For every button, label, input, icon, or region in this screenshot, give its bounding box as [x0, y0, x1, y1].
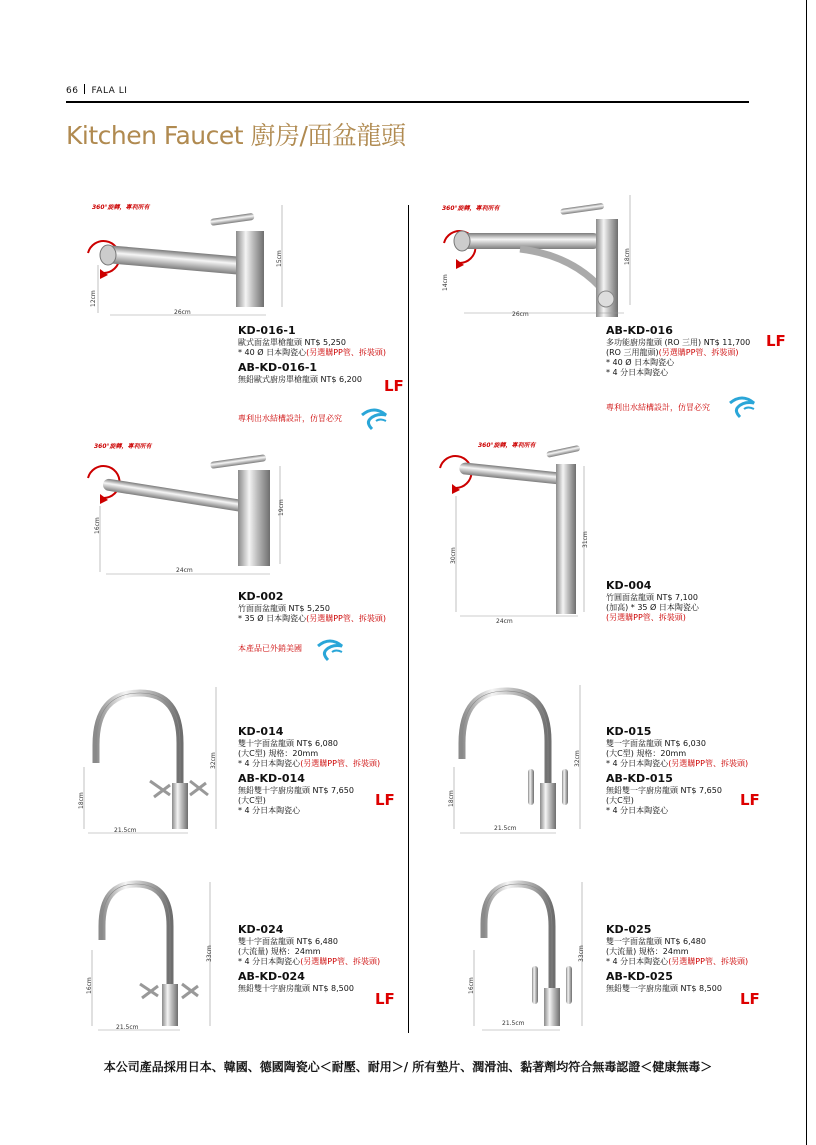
product-line: 歐式面盆單槍龍頭 NT$ 5,250	[238, 338, 346, 347]
feature-note: 本產品已外銷美國	[238, 644, 302, 653]
product-line: 無鉛歐式廚房單槍龍頭 NT$ 6,200	[238, 375, 362, 384]
option-note: (另選購PP管、拆裝頭)	[306, 614, 386, 623]
product-code: AB-KD-024	[238, 970, 305, 983]
brand-name: FALA LI	[91, 86, 128, 96]
page-border	[806, 0, 807, 1145]
spout-dimension: 16cm	[86, 977, 93, 994]
product-line: * 4 分日本陶瓷心(另選購PP管、拆裝頭)	[238, 759, 381, 768]
product-line: 雙十字面盆龍頭 NT$ 6,480	[238, 937, 338, 946]
product-line: 多功能廚房龍頭 (RO 三用) NT$ 11,700	[606, 338, 751, 347]
product-card-kd-024	[70, 880, 400, 1120]
faucet-illustration	[70, 436, 400, 676]
running-header	[66, 84, 127, 96]
width-dimension: 21.5cm	[494, 825, 517, 832]
spout-dimension: 18cm	[448, 790, 455, 807]
spout-dimension: 14cm	[442, 274, 449, 291]
product-line: (RO 三用龍頭)(另選購PP管、拆裝頭)	[606, 348, 739, 357]
height-dimension: 33cm	[578, 945, 585, 962]
faucet-illustration	[70, 880, 400, 1120]
product-card-kd-002	[70, 436, 400, 676]
product-card-kd-025	[420, 880, 760, 1120]
product-info	[238, 590, 408, 624]
product-info	[238, 923, 408, 994]
water-flow-icon	[360, 407, 390, 431]
product-line: 無鉛雙一字廚房龍頭 NT$ 8,500	[606, 984, 722, 993]
height-dimension: 15cm	[276, 250, 283, 267]
width-dimension: 26cm	[512, 311, 529, 318]
rotation-tag: 360°旋轉，專利所有	[442, 205, 500, 212]
lead-free-badge: LF	[375, 791, 395, 809]
option-note: (另選購PP管、拆裝頭)	[606, 613, 686, 622]
width-dimension: 21.5cm	[502, 1020, 525, 1027]
option-note: (另選購PP管、拆裝頭)	[300, 759, 381, 768]
product-code: AB-KD-015	[606, 772, 673, 785]
product-code: KD-004	[606, 579, 652, 592]
product-line: (大C型) 規格：20mm	[606, 749, 687, 758]
lead-free-badge: LF	[384, 377, 404, 395]
product-code: AB-KD-016-1	[238, 361, 318, 374]
product-line: 雙一字面盆龍頭 NT$ 6,030	[606, 739, 706, 748]
option-note: (另選購PP管、拆裝頭)	[300, 957, 381, 966]
option-note: (另選購PP管、拆裝頭)	[668, 957, 749, 966]
product-line: (加高) * 35 Ø 日本陶瓷心	[606, 603, 699, 612]
height-dimension: 31cm	[582, 531, 589, 548]
product-line: * 40 Ø 日本陶瓷心	[606, 358, 675, 367]
product-info	[238, 324, 408, 385]
product-line: 無鉛雙十字廚房龍頭 NT$ 8,500	[238, 984, 354, 993]
product-line: * 4 分日本陶瓷心(另選購PP管、拆裝頭)	[606, 957, 749, 966]
product-info	[606, 579, 776, 623]
height-dimension: 18cm	[624, 248, 631, 265]
page-number: 66	[66, 86, 79, 96]
product-code: AB-KD-025	[606, 970, 673, 983]
width-dimension: 26cm	[174, 309, 191, 316]
product-line: 雙一字面盆龍頭 NT$ 6,480	[606, 937, 706, 946]
height-dimension: 33cm	[206, 945, 213, 962]
product-code: KD-016-1	[238, 324, 296, 337]
header-separator	[84, 84, 85, 94]
product-line: * 4 分日本陶瓷心	[238, 806, 301, 815]
product-code: AB-KD-014	[238, 772, 305, 785]
spout-dimension: 16cm	[94, 517, 101, 534]
product-line: 雙十字面盆龍頭 NT$ 6,080	[238, 739, 338, 748]
width-dimension: 21.5cm	[114, 827, 137, 834]
faucet-illustration	[420, 880, 750, 1120]
width-dimension: 24cm	[496, 618, 513, 625]
product-line: (大流量) 規格：24mm	[238, 947, 321, 956]
spout-dimension: 30cm	[450, 547, 457, 564]
page-title: Kitchen Faucet 廚房/面盆龍頭	[66, 121, 406, 150]
spout-dimension: 18cm	[78, 792, 85, 809]
lead-free-badge: LF	[740, 990, 760, 1008]
option-note: (另選購PP管、拆裝頭)	[658, 348, 739, 357]
spout-dimension: 12cm	[90, 290, 97, 307]
lead-free-badge: LF	[766, 332, 786, 350]
product-code: KD-014	[238, 725, 284, 738]
product-line: * 35 Ø 日本陶瓷心(另選購PP管、拆裝頭)	[238, 614, 386, 623]
height-dimension: 32cm	[210, 752, 217, 769]
height-dimension: 19cm	[278, 499, 285, 516]
header-rule	[66, 101, 749, 103]
faucet-illustration	[420, 195, 750, 435]
height-dimension: 32cm	[574, 750, 581, 767]
product-line: (大C型)	[606, 796, 634, 805]
product-line: 無鉛雙十字廚房龍頭 NT$ 7,650	[238, 786, 354, 795]
product-line: 竹面面盆龍頭 NT$ 5,250	[238, 604, 330, 613]
spout-dimension: 16cm	[468, 977, 475, 994]
product-line: (大C型)	[238, 796, 266, 805]
width-dimension: 24cm	[176, 567, 193, 574]
product-code: KD-015	[606, 725, 652, 738]
product-line: 無鉛雙一字廚房龍頭 NT$ 7,650	[606, 786, 722, 795]
column-divider	[408, 205, 409, 1033]
option-note: (另選購PP管、拆裝頭)	[306, 348, 386, 357]
product-card-ab-kd-016	[420, 195, 786, 435]
product-line: * 4 分日本陶瓷心	[606, 368, 669, 377]
rotation-tag: 360°旋轉，專利所有	[92, 204, 150, 211]
product-card-kd-004	[420, 436, 750, 676]
water-flow-icon	[728, 395, 758, 419]
product-line: (大流量) 規格：24mm	[606, 947, 689, 956]
lead-free-badge: LF	[375, 990, 395, 1008]
rotation-tag: 360°旋轉，專利所有	[94, 443, 152, 450]
product-line: * 4 分日本陶瓷心	[606, 806, 669, 815]
product-line: (大C型) 規格：20mm	[238, 749, 319, 758]
product-info	[606, 923, 776, 994]
product-line: * 40 Ø 日本陶瓷心(另選購PP管、拆裝頭)	[238, 348, 386, 357]
feature-note: 專利出水結構設計，仿冒必究	[606, 403, 710, 412]
faucet-illustration	[70, 195, 400, 435]
product-line: 竹圓面盆龍頭 NT$ 7,100	[606, 593, 698, 602]
feature-note: 專利出水結構設計，仿冒必究	[238, 414, 342, 423]
water-flow-icon	[316, 638, 346, 662]
width-dimension: 21.5cm	[116, 1024, 139, 1031]
option-note: (另選購PP管、拆裝頭)	[668, 759, 749, 768]
product-code: KD-024	[238, 923, 284, 936]
product-code: KD-002	[238, 590, 284, 603]
footer-note: 本公司產品採用日本、韓國、德國陶瓷心＜耐壓、耐用＞/ 所有墊片、潤滑油、黏著劑均符合無毒認證＜健康無毒＞	[103, 1060, 713, 1074]
product-line: * 4 分日本陶瓷心(另選購PP管、拆裝頭)	[606, 759, 749, 768]
product-code: KD-025	[606, 923, 652, 936]
rotation-tag: 360°旋轉，專利所有	[478, 442, 536, 449]
faucet-illustration	[420, 436, 750, 676]
lead-free-badge: LF	[740, 791, 760, 809]
product-card-kd-016-1	[70, 195, 404, 435]
product-code: AB-KD-016	[606, 324, 673, 337]
product-line: * 4 分日本陶瓷心(另選購PP管、拆裝頭)	[238, 957, 381, 966]
